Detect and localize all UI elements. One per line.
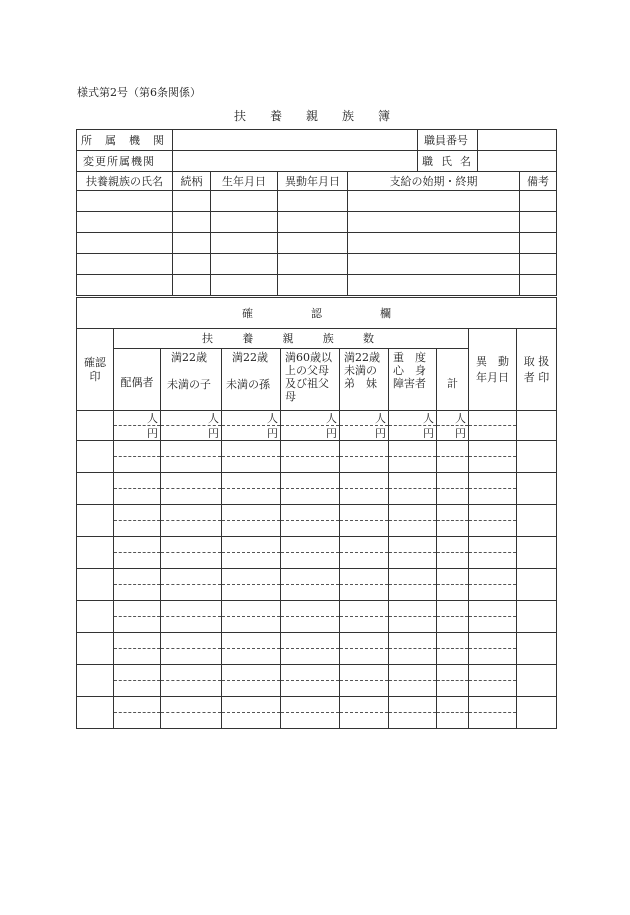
amount-cell[interactable] [281, 713, 340, 729]
amount-cell[interactable] [389, 617, 437, 633]
amount-cell[interactable] [114, 713, 161, 729]
table-row [77, 585, 557, 601]
count-cell[interactable] [437, 569, 469, 585]
affiliation-field[interactable] [173, 130, 418, 151]
count-cell[interactable] [340, 601, 389, 617]
count-cell[interactable] [469, 569, 517, 585]
staff-name-label: 職 氏 名 [418, 151, 478, 172]
amount-cell[interactable] [437, 457, 469, 473]
amount-cell[interactable] [469, 585, 517, 601]
table-row [77, 537, 557, 553]
count-cell[interactable] [161, 601, 222, 617]
count-cell[interactable] [340, 473, 389, 489]
count-cell[interactable] [389, 697, 437, 713]
unit-yen: 円 [114, 426, 161, 441]
amount-cell[interactable] [222, 649, 281, 665]
unit-yen: 円 [281, 426, 340, 441]
amount-cell[interactable] [222, 681, 281, 697]
count-cell[interactable] [161, 505, 222, 521]
count-cell[interactable] [161, 665, 222, 681]
amount-cell[interactable] [281, 649, 340, 665]
count-cell[interactable] [222, 441, 281, 457]
col-change-date: 異動年月日 [278, 172, 348, 191]
unit-person: 人 [281, 411, 340, 426]
count-cell[interactable] [161, 569, 222, 585]
count-cell[interactable] [389, 473, 437, 489]
table-row [77, 633, 557, 649]
table-row [77, 212, 557, 233]
table-row [77, 411, 557, 426]
count-cell[interactable] [281, 697, 340, 713]
count-cell[interactable] [281, 601, 340, 617]
count-cell[interactable] [222, 633, 281, 649]
table-row [77, 617, 557, 633]
handler-seal-cell[interactable] [517, 697, 557, 729]
amount-cell[interactable] [469, 681, 517, 697]
count-cell[interactable] [114, 633, 161, 649]
count-cell[interactable] [340, 633, 389, 649]
table-row [77, 473, 557, 489]
unit-yen: 円 [340, 426, 389, 441]
count-cell[interactable] [114, 505, 161, 521]
handler-seal-cell[interactable] [517, 601, 557, 633]
title-char: 簿 [377, 109, 390, 123]
count-cell[interactable] [389, 665, 437, 681]
amount-cell[interactable] [469, 553, 517, 569]
count-cell[interactable] [469, 697, 517, 713]
confirm-seal-cell[interactable] [77, 633, 114, 665]
count-cell[interactable] [114, 473, 161, 489]
amount-cell[interactable] [281, 457, 340, 473]
table-row [77, 254, 557, 275]
count-cell[interactable] [340, 505, 389, 521]
amount-cell[interactable] [389, 585, 437, 601]
dependent-count-title: 扶 養 親 族 数 [114, 329, 469, 349]
count-cell[interactable] [114, 601, 161, 617]
count-cell[interactable] [340, 665, 389, 681]
confirm-seal-cell[interactable] [77, 473, 114, 505]
table-row [77, 489, 557, 505]
confirmation-section-title: 確 認 欄 [77, 298, 557, 329]
staff-number-field[interactable] [478, 130, 557, 151]
table-row [77, 601, 557, 617]
amount-cell[interactable] [114, 457, 161, 473]
col-handler-seal: 取 扱 者 印 [517, 329, 557, 411]
table-row [77, 191, 557, 212]
amount-cell[interactable] [222, 713, 281, 729]
count-cell[interactable] [389, 601, 437, 617]
handler-seal-cell[interactable] [517, 633, 557, 665]
table-row [77, 681, 557, 697]
amount-cell[interactable] [222, 585, 281, 601]
col-parents: 満60歳以 上の父母 及び祖父 母 [281, 349, 340, 411]
changed-affiliation-label: 変更所属機関 [77, 151, 173, 172]
amount-cell[interactable] [161, 617, 222, 633]
table-row [77, 569, 557, 585]
count-cell[interactable] [281, 505, 340, 521]
amount-cell[interactable] [114, 489, 161, 505]
table-row [77, 505, 557, 521]
amount-cell[interactable] [389, 649, 437, 665]
unit-person: 人 [161, 411, 222, 426]
amount-cell[interactable] [161, 553, 222, 569]
handler-seal-cell[interactable] [517, 665, 557, 697]
amount-cell[interactable] [114, 617, 161, 633]
count-cell[interactable] [389, 441, 437, 457]
amount-cell[interactable] [161, 713, 222, 729]
count-cell[interactable] [114, 665, 161, 681]
amount-cell[interactable] [161, 649, 222, 665]
count-cell[interactable] [114, 441, 161, 457]
amount-cell[interactable] [469, 649, 517, 665]
table-row [77, 441, 557, 457]
changed-affiliation-field[interactable] [173, 151, 418, 172]
amount-cell[interactable] [437, 585, 469, 601]
handler-seal-cell[interactable] [517, 537, 557, 569]
col-siblings: 満22歳 未満の 弟 妹 [340, 349, 389, 411]
amount-cell[interactable] [469, 713, 517, 729]
amount-cell[interactable] [437, 553, 469, 569]
handler-seal-cell[interactable] [517, 505, 557, 537]
amount-cell[interactable] [389, 489, 437, 505]
count-cell[interactable] [469, 633, 517, 649]
count-cell[interactable] [437, 601, 469, 617]
unit-yen: 円 [389, 426, 437, 441]
count-cell[interactable] [281, 569, 340, 585]
handler-seal-cell[interactable] [517, 569, 557, 601]
count-cell[interactable] [281, 633, 340, 649]
col-dependent-name: 扶養親族の氏名 [77, 172, 173, 191]
col-disabled: 重 度 心 身 障害者 [389, 349, 437, 411]
table-row [77, 426, 557, 441]
amount-cell[interactable] [340, 489, 389, 505]
amount-cell[interactable] [222, 617, 281, 633]
count-cell[interactable] [222, 601, 281, 617]
amount-cell[interactable] [469, 617, 517, 633]
count-cell[interactable] [161, 441, 222, 457]
count-cell[interactable] [161, 633, 222, 649]
count-cell[interactable] [469, 505, 517, 521]
amount-cell[interactable] [114, 681, 161, 697]
confirm-seal-cell[interactable] [77, 505, 114, 537]
unit-yen: 円 [161, 426, 222, 441]
title-char: 親 [305, 109, 318, 123]
amount-cell[interactable] [114, 521, 161, 537]
count-cell[interactable] [469, 537, 517, 553]
title-char: 扶 [233, 109, 246, 123]
table-row [77, 457, 557, 473]
amount-cell[interactable] [340, 585, 389, 601]
unit-yen: 円 [222, 426, 281, 441]
confirm-seal-cell[interactable] [77, 441, 114, 473]
count-cell[interactable] [437, 441, 469, 457]
amount-cell[interactable] [281, 617, 340, 633]
amount-cell[interactable] [222, 521, 281, 537]
amount-cell[interactable] [114, 585, 161, 601]
count-cell[interactable] [281, 537, 340, 553]
unit-yen: 円 [437, 426, 469, 441]
count-cell[interactable] [222, 473, 281, 489]
affiliation-label: 所 属 機 関 [77, 130, 173, 151]
amount-cell[interactable] [161, 585, 222, 601]
amount-cell[interactable] [114, 553, 161, 569]
col-total: 計 [437, 349, 469, 411]
count-cell[interactable] [222, 569, 281, 585]
count-cell[interactable] [437, 697, 469, 713]
amount-cell[interactable] [222, 457, 281, 473]
count-cell[interactable] [340, 537, 389, 553]
table-row [77, 713, 557, 729]
amount-cell[interactable] [469, 521, 517, 537]
col-payment-period: 支給の始期・終期 [348, 172, 520, 191]
amount-cell[interactable] [161, 489, 222, 505]
amount-cell[interactable] [437, 489, 469, 505]
count-cell[interactable] [281, 665, 340, 681]
amount-cell[interactable] [281, 681, 340, 697]
count-cell[interactable] [469, 601, 517, 617]
table-row [77, 649, 557, 665]
count-cell[interactable] [340, 569, 389, 585]
amount-cell[interactable] [340, 457, 389, 473]
amount-cell[interactable] [340, 617, 389, 633]
table-row [77, 697, 557, 713]
amount-cell[interactable] [437, 649, 469, 665]
handler-seal-cell[interactable] [517, 473, 557, 505]
amount-cell[interactable] [340, 521, 389, 537]
col-grandchild: 満22歳 未満の孫 [222, 349, 281, 411]
col-spouse: 配偶者 [114, 349, 161, 411]
unit-person: 人 [437, 411, 469, 426]
table-row [77, 521, 557, 537]
unit-person: 人 [114, 411, 161, 426]
amount-cell[interactable] [161, 457, 222, 473]
form-title [222, 107, 402, 124]
count-cell[interactable] [437, 537, 469, 553]
confirm-seal-label: 確認 印 [77, 329, 114, 411]
confirm-seal-cell[interactable] [77, 601, 114, 633]
amount-cell[interactable] [437, 521, 469, 537]
col-remarks: 備考 [520, 172, 557, 191]
count-cell[interactable] [437, 665, 469, 681]
count-cell[interactable] [281, 441, 340, 457]
col-relation: 続柄 [173, 172, 211, 191]
unit-person: 人 [389, 411, 437, 426]
count-cell[interactable] [437, 473, 469, 489]
amount-cell[interactable] [389, 681, 437, 697]
amount-cell[interactable] [222, 553, 281, 569]
amount-cell[interactable] [437, 713, 469, 729]
handler-seal-cell[interactable] [517, 441, 557, 473]
amount-cell[interactable] [340, 553, 389, 569]
amount-cell[interactable] [340, 681, 389, 697]
count-cell[interactable] [114, 697, 161, 713]
amount-cell[interactable] [281, 585, 340, 601]
count-cell[interactable] [389, 633, 437, 649]
amount-cell[interactable] [389, 553, 437, 569]
col-birth-date: 生年月日 [211, 172, 278, 191]
staff-number-label: 職員番号 [418, 130, 478, 151]
confirm-seal-cell[interactable] [77, 697, 114, 729]
amount-cell[interactable] [340, 713, 389, 729]
count-cell[interactable] [161, 697, 222, 713]
count-cell[interactable] [469, 473, 517, 489]
unit-person: 人 [222, 411, 281, 426]
amount-cell[interactable] [437, 617, 469, 633]
table-row [77, 665, 557, 681]
table-row [77, 275, 557, 296]
count-cell[interactable] [161, 537, 222, 553]
count-cell[interactable] [340, 697, 389, 713]
count-cell[interactable] [222, 537, 281, 553]
count-cell[interactable] [389, 569, 437, 585]
title-char: 族 [341, 109, 354, 123]
staff-name-field[interactable] [478, 151, 557, 172]
amount-cell[interactable] [161, 521, 222, 537]
amount-cell[interactable] [281, 521, 340, 537]
confirm-seal-cell[interactable] [77, 665, 114, 697]
amount-cell[interactable] [161, 681, 222, 697]
amount-cell[interactable] [281, 553, 340, 569]
amount-cell[interactable] [340, 649, 389, 665]
amount-cell[interactable] [389, 521, 437, 537]
count-cell[interactable] [114, 569, 161, 585]
amount-cell[interactable] [469, 457, 517, 473]
amount-cell[interactable] [114, 649, 161, 665]
count-cell[interactable] [222, 505, 281, 521]
count-cell[interactable] [222, 697, 281, 713]
amount-cell[interactable] [469, 489, 517, 505]
table-row [77, 553, 557, 569]
amount-cell[interactable] [222, 489, 281, 505]
col-change-date: 異 動 年月日 [469, 329, 517, 411]
form-number: 様式第2号（第6条関係） [77, 86, 201, 99]
count-cell[interactable] [340, 441, 389, 457]
table-row [77, 233, 557, 254]
count-cell[interactable] [469, 665, 517, 681]
count-cell[interactable] [437, 633, 469, 649]
count-cell[interactable] [389, 537, 437, 553]
confirm-seal-cell[interactable] [77, 569, 114, 601]
confirm-seal-cell[interactable] [77, 537, 114, 569]
amount-cell[interactable] [437, 681, 469, 697]
amount-cell[interactable] [389, 713, 437, 729]
amount-cell[interactable] [281, 489, 340, 505]
count-cell[interactable] [114, 537, 161, 553]
count-cell[interactable] [469, 441, 517, 457]
count-cell[interactable] [389, 505, 437, 521]
count-cell[interactable] [281, 473, 340, 489]
amount-cell[interactable] [389, 457, 437, 473]
unit-person: 人 [340, 411, 389, 426]
count-cell[interactable] [437, 505, 469, 521]
confirmation-table [76, 297, 557, 729]
dependent-register-table [76, 129, 557, 296]
count-cell[interactable] [161, 473, 222, 489]
count-cell[interactable] [222, 665, 281, 681]
title-char: 養 [269, 109, 282, 123]
col-child: 満22歳 未満の子 [161, 349, 222, 411]
